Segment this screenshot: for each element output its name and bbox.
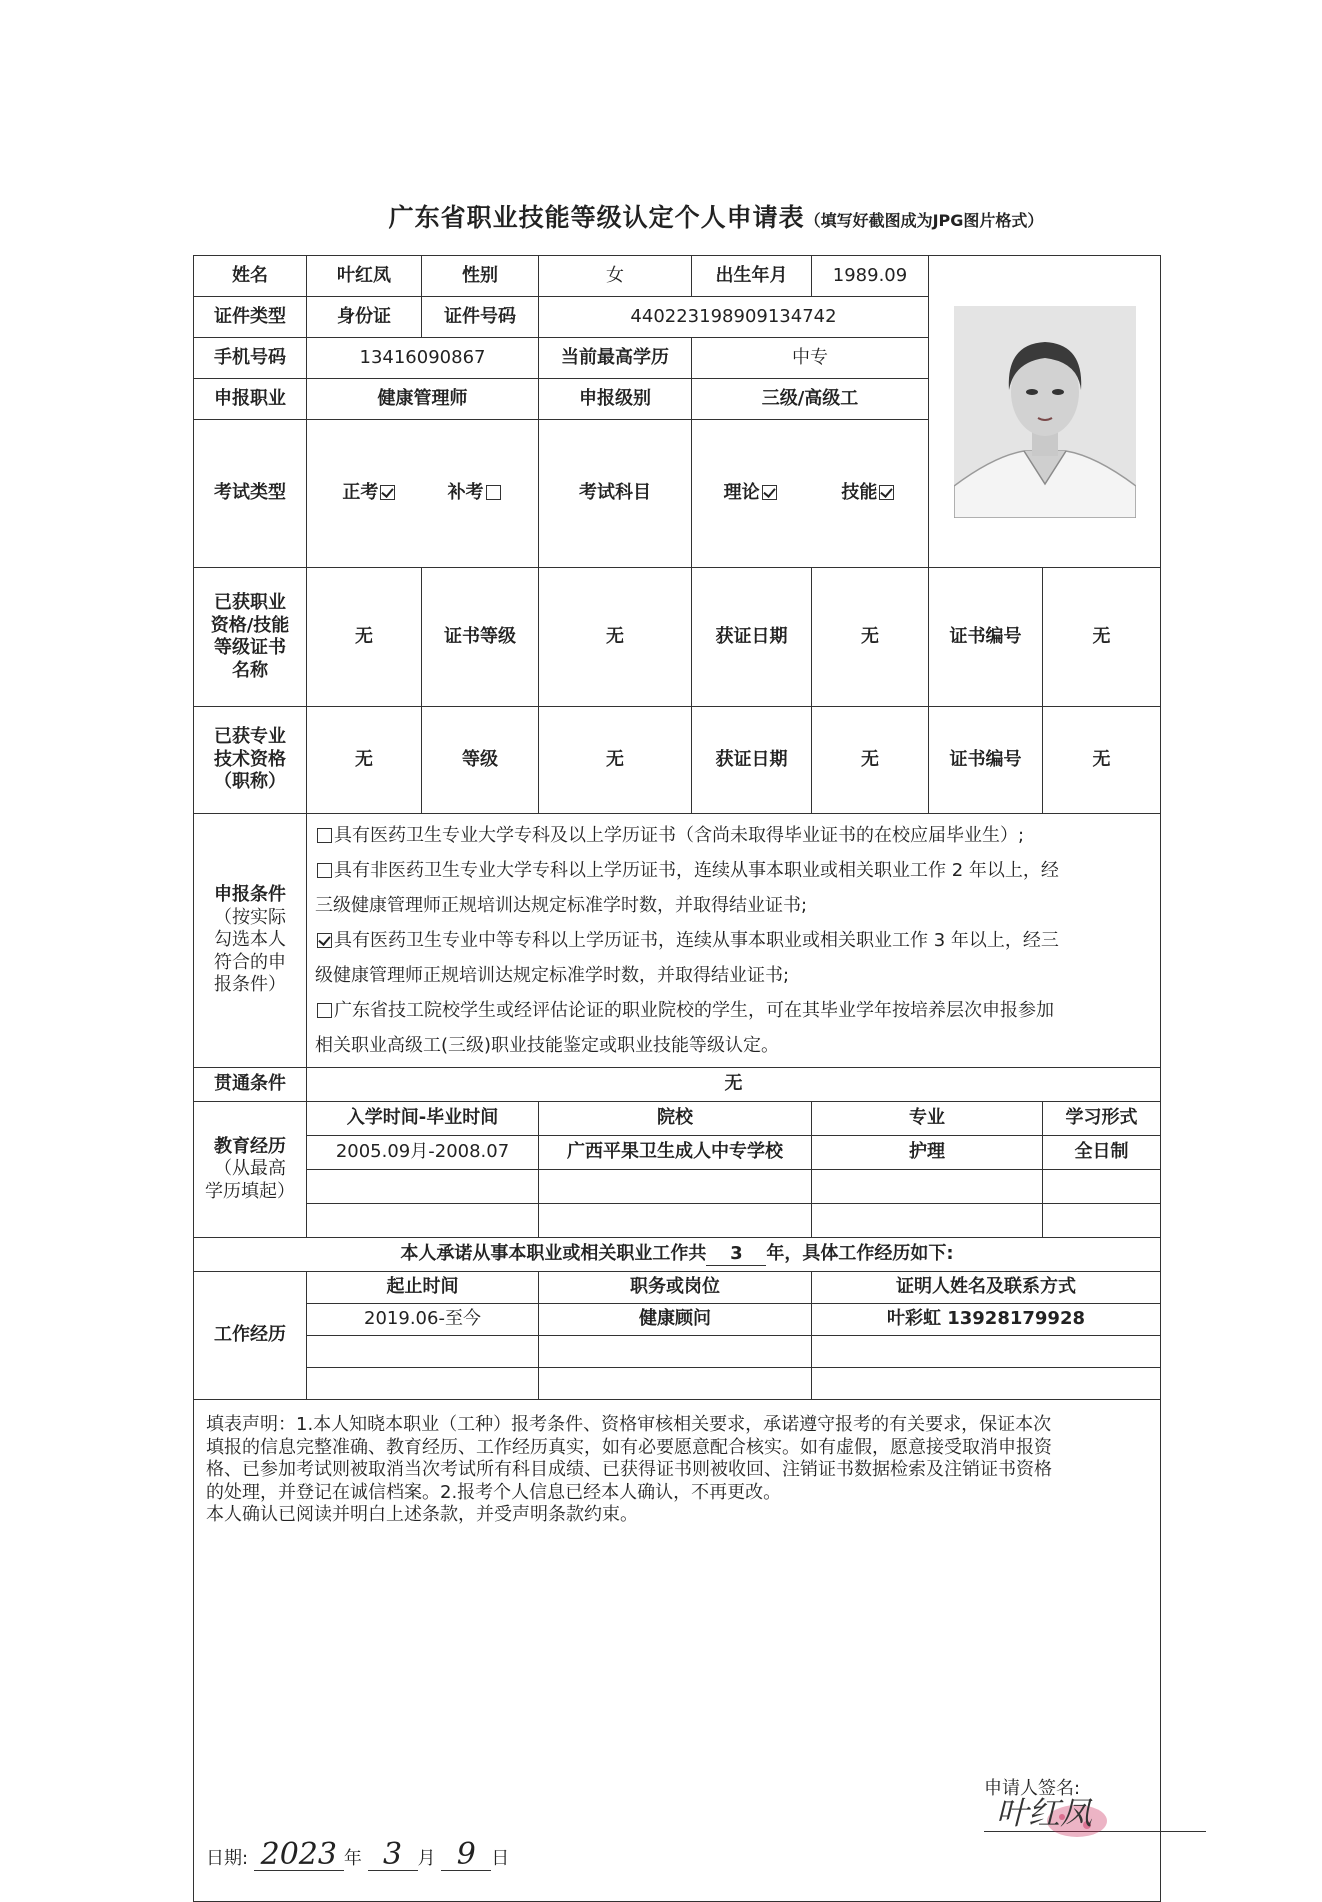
conditions-sub-line: 符合的申 [214,951,286,973]
declaration-block [194,1400,1161,1902]
month-unit: 月 [417,1848,436,1869]
id-type-value: 身份证 [307,297,422,338]
application-form [193,255,1161,1902]
edu-cell [539,1204,812,1238]
cert-label-line: 资格/技能 [210,614,290,636]
condition-item [315,818,1152,853]
education-label [194,1102,307,1238]
day-unit: 日 [491,1848,510,1869]
cert-label [194,568,307,707]
edu-label: 当前最高学历 [539,338,692,379]
occupation-label: 申报职业 [194,379,307,420]
edu-cell: 广西平果卫生成人中专学校 [539,1136,812,1170]
declaration-line: 的处理，并登记在诚信档案。2.报考个人信息已经本人确认，不再更改。 [206,1481,782,1503]
work-header: 起止时间 [307,1272,539,1304]
applicant-photo [954,306,1136,518]
gender-value: 女 [539,256,692,297]
regular-exam-checkbox[interactable] [380,485,395,500]
edu-header: 专业 [812,1102,1043,1136]
cert-no-value: 无 [1043,568,1161,707]
prof-label-line: 技术资格 [214,748,286,770]
edu-cell [307,1204,539,1238]
cert-label-line: 名称 [232,659,268,681]
edu-header: 入学时间-毕业时间 [307,1102,539,1136]
cert-date-value: 无 [812,568,929,707]
declaration-line: 本人确认已阅读并明白上述条款，并受声明条款约束。 [206,1504,638,1525]
form-title-main: 广东省职业技能等级认定个人申请表 [388,203,805,232]
condition-text-cont: 级健康管理师正规培训达规定标准学时数，并取得结业证书; [315,965,790,986]
level-value: 三级/高级工 [692,379,929,420]
through-label: 贯通条件 [194,1068,307,1102]
skill-label: 技能 [841,482,878,504]
cert-name-value: 无 [307,568,422,707]
conditions-title: 申报条件 [214,884,286,906]
conditions-list [307,814,1161,1068]
table-row [194,1136,1161,1170]
occupation-value: 健康管理师 [307,379,539,420]
prof-label-line: （职称） [214,771,286,793]
date-row [206,1837,510,1872]
id-no-value: 440223198909134742 [539,297,929,338]
cert-date-label: 获证日期 [692,568,812,707]
prof-no-value: 无 [1043,707,1161,814]
work-cell [307,1368,539,1400]
form-title-note: （填写好截图成为JPG图片格式） [804,211,1044,230]
commitment-prefix: 本人承诺从事本职业或相关职业工作共 [400,1242,707,1264]
exam-subject-options [692,420,929,568]
edu-cell [539,1170,812,1204]
cert-no-label: 证书编号 [929,568,1043,707]
work-cell [812,1368,1161,1400]
signature-field[interactable] [984,1793,1206,1832]
name-value: 叶红凤 [307,256,422,297]
signature-label: 申请人签名: [984,1778,1081,1799]
form-title [0,198,1322,234]
edu-cell: 2005.09月-2008.07 [307,1136,539,1170]
exam-type-options [307,420,539,568]
table-row [194,1368,1161,1400]
makeup-exam-checkbox[interactable] [486,485,501,500]
education-title: 教育经历 [214,1135,286,1157]
work-cell [812,1336,1161,1368]
id-type-label: 证件类型 [194,297,307,338]
prof-label-line: 已获专业 [214,726,286,748]
prof-grade-label: 等级 [422,707,539,814]
prof-date-label: 获证日期 [692,707,812,814]
year-unit: 年 [343,1848,362,1869]
conditions-sub-line: 勾选本人 [214,929,286,951]
cert-label-line: 等级证书 [214,637,286,658]
birth-label: 出生年月 [692,256,812,297]
edu-cell [812,1170,1043,1204]
birth-value: 1989.09 [812,256,929,297]
signature-value: 叶红凤 [996,1793,1093,1832]
declaration-line: 填报的信息完整准确、教育经历、工作经历真实，如有必要愿意配合核实。如有虚假，愿意接受取消申报资 [206,1436,1052,1458]
phone-value: 13416090867 [307,338,539,379]
commitment-years: 3 [706,1243,766,1267]
work-header: 职务或岗位 [539,1272,812,1304]
edu-header: 院校 [539,1102,812,1136]
education-sub-line: 学历填起） [205,1180,295,1202]
condition-item [315,993,1152,1028]
condition-checkbox[interactable] [317,828,332,843]
edu-header: 学习形式 [1043,1102,1161,1136]
table-row [194,1204,1161,1238]
table-row [194,1170,1161,1204]
cert-grade-value: 无 [539,568,692,707]
edu-cell [812,1204,1043,1238]
condition-text-cont: 三级健康管理师正规培训达规定标准学时数，并取得结业证书; [315,895,808,916]
edu-cell: 护理 [812,1136,1043,1170]
skill-checkbox[interactable] [879,485,894,500]
table-row [194,1336,1161,1368]
date-label: 日期: [206,1848,249,1869]
prof-name-value: 无 [307,707,422,814]
commitment-line [194,1238,1161,1272]
level-label: 申报级别 [539,379,692,420]
condition-text-cont: 相关职业高级工(三级)职业技能鉴定或职业技能等级认定。 [315,1035,780,1056]
photo-cell [929,256,1161,568]
id-no-label: 证件号码 [422,297,539,338]
condition-text: 广东省技工院校学生或经评估论证的职业院校的学生，可在其毕业学年按培养层次申报参加 [334,1000,1054,1021]
condition-text: 具有非医药卫生专业大学专科以上学历证书，连续从事本职业或相关职业工作 2 年以上，经 [334,860,1059,881]
regular-exam-label: 正考 [342,482,379,504]
conditions-label [194,814,307,1068]
prof-no-label: 证书编号 [929,707,1043,814]
condition-checkbox[interactable] [317,1003,332,1018]
edu-value: 中专 [692,338,929,379]
condition-text: 具有医药卫生专业中等专科以上学历证书，连续从事本职业或相关职业工作 3 年以上，经三 [334,930,1059,951]
cert-grade-label: 证书等级 [422,568,539,707]
conditions-sub-line: （按实际 [214,906,286,928]
date-day[interactable]: 9 [441,1840,491,1871]
work-cell [539,1336,812,1368]
prof-label [194,707,307,814]
work-cell: 健康顾问 [539,1304,812,1336]
condition-text: 具有医药卫生专业大学专科及以上学历证书（含尚未取得毕业证书的在校应届毕业生）; [334,825,1025,846]
theory-checkbox[interactable] [762,485,777,500]
through-value: 无 [307,1068,1161,1102]
work-cell [539,1368,812,1400]
theory-label: 理论 [723,482,760,504]
date-year[interactable]: 2023 [254,1840,344,1871]
edu-cell: 全日制 [1043,1136,1161,1170]
conditions-sub-line: 报条件） [214,974,286,996]
gender-label: 性别 [422,256,539,297]
date-month[interactable]: 3 [368,1840,418,1871]
declaration-line: 格、已参加考试则被取消当次考试所有科目成绩、已获得证书则被收回、注销证书数据检索及注销证书资格 [206,1459,1052,1480]
declaration-line: 填表声明：1.本人知晓本职业（工种）报考条件、资格审核相关要求，承诺遵守报考的有关要求，保证本次 [206,1414,1052,1435]
condition-checkbox[interactable] [317,863,332,878]
education-sub-line: （从最高 [214,1158,286,1180]
work-cell [307,1336,539,1368]
portrait-illustration [954,306,1136,518]
signature-row [984,1778,1206,1832]
phone-label: 手机号码 [194,338,307,379]
table-row [194,1304,1161,1336]
prof-date-value: 无 [812,707,929,814]
condition-checkbox[interactable] [317,933,332,948]
commitment-suffix: 年，具体工作经历如下: [766,1242,954,1264]
edu-cell [1043,1170,1161,1204]
work-header: 证明人姓名及联系方式 [812,1272,1161,1304]
work-label: 工作经历 [194,1272,307,1400]
cert-label-line: 已获职业 [214,592,286,613]
name-label: 姓名 [194,256,307,297]
condition-item [315,853,1152,888]
prof-grade-value: 无 [539,707,692,814]
condition-item [315,923,1152,958]
makeup-exam-label: 补考 [447,482,484,504]
work-cell: 2019.06-至今 [307,1304,539,1336]
edu-cell [307,1170,539,1204]
exam-subject-label: 考试科目 [539,420,692,568]
work-cell: 叶彩虹 13928179928 [812,1304,1161,1336]
exam-type-label: 考试类型 [194,420,307,568]
edu-cell [1043,1204,1161,1238]
